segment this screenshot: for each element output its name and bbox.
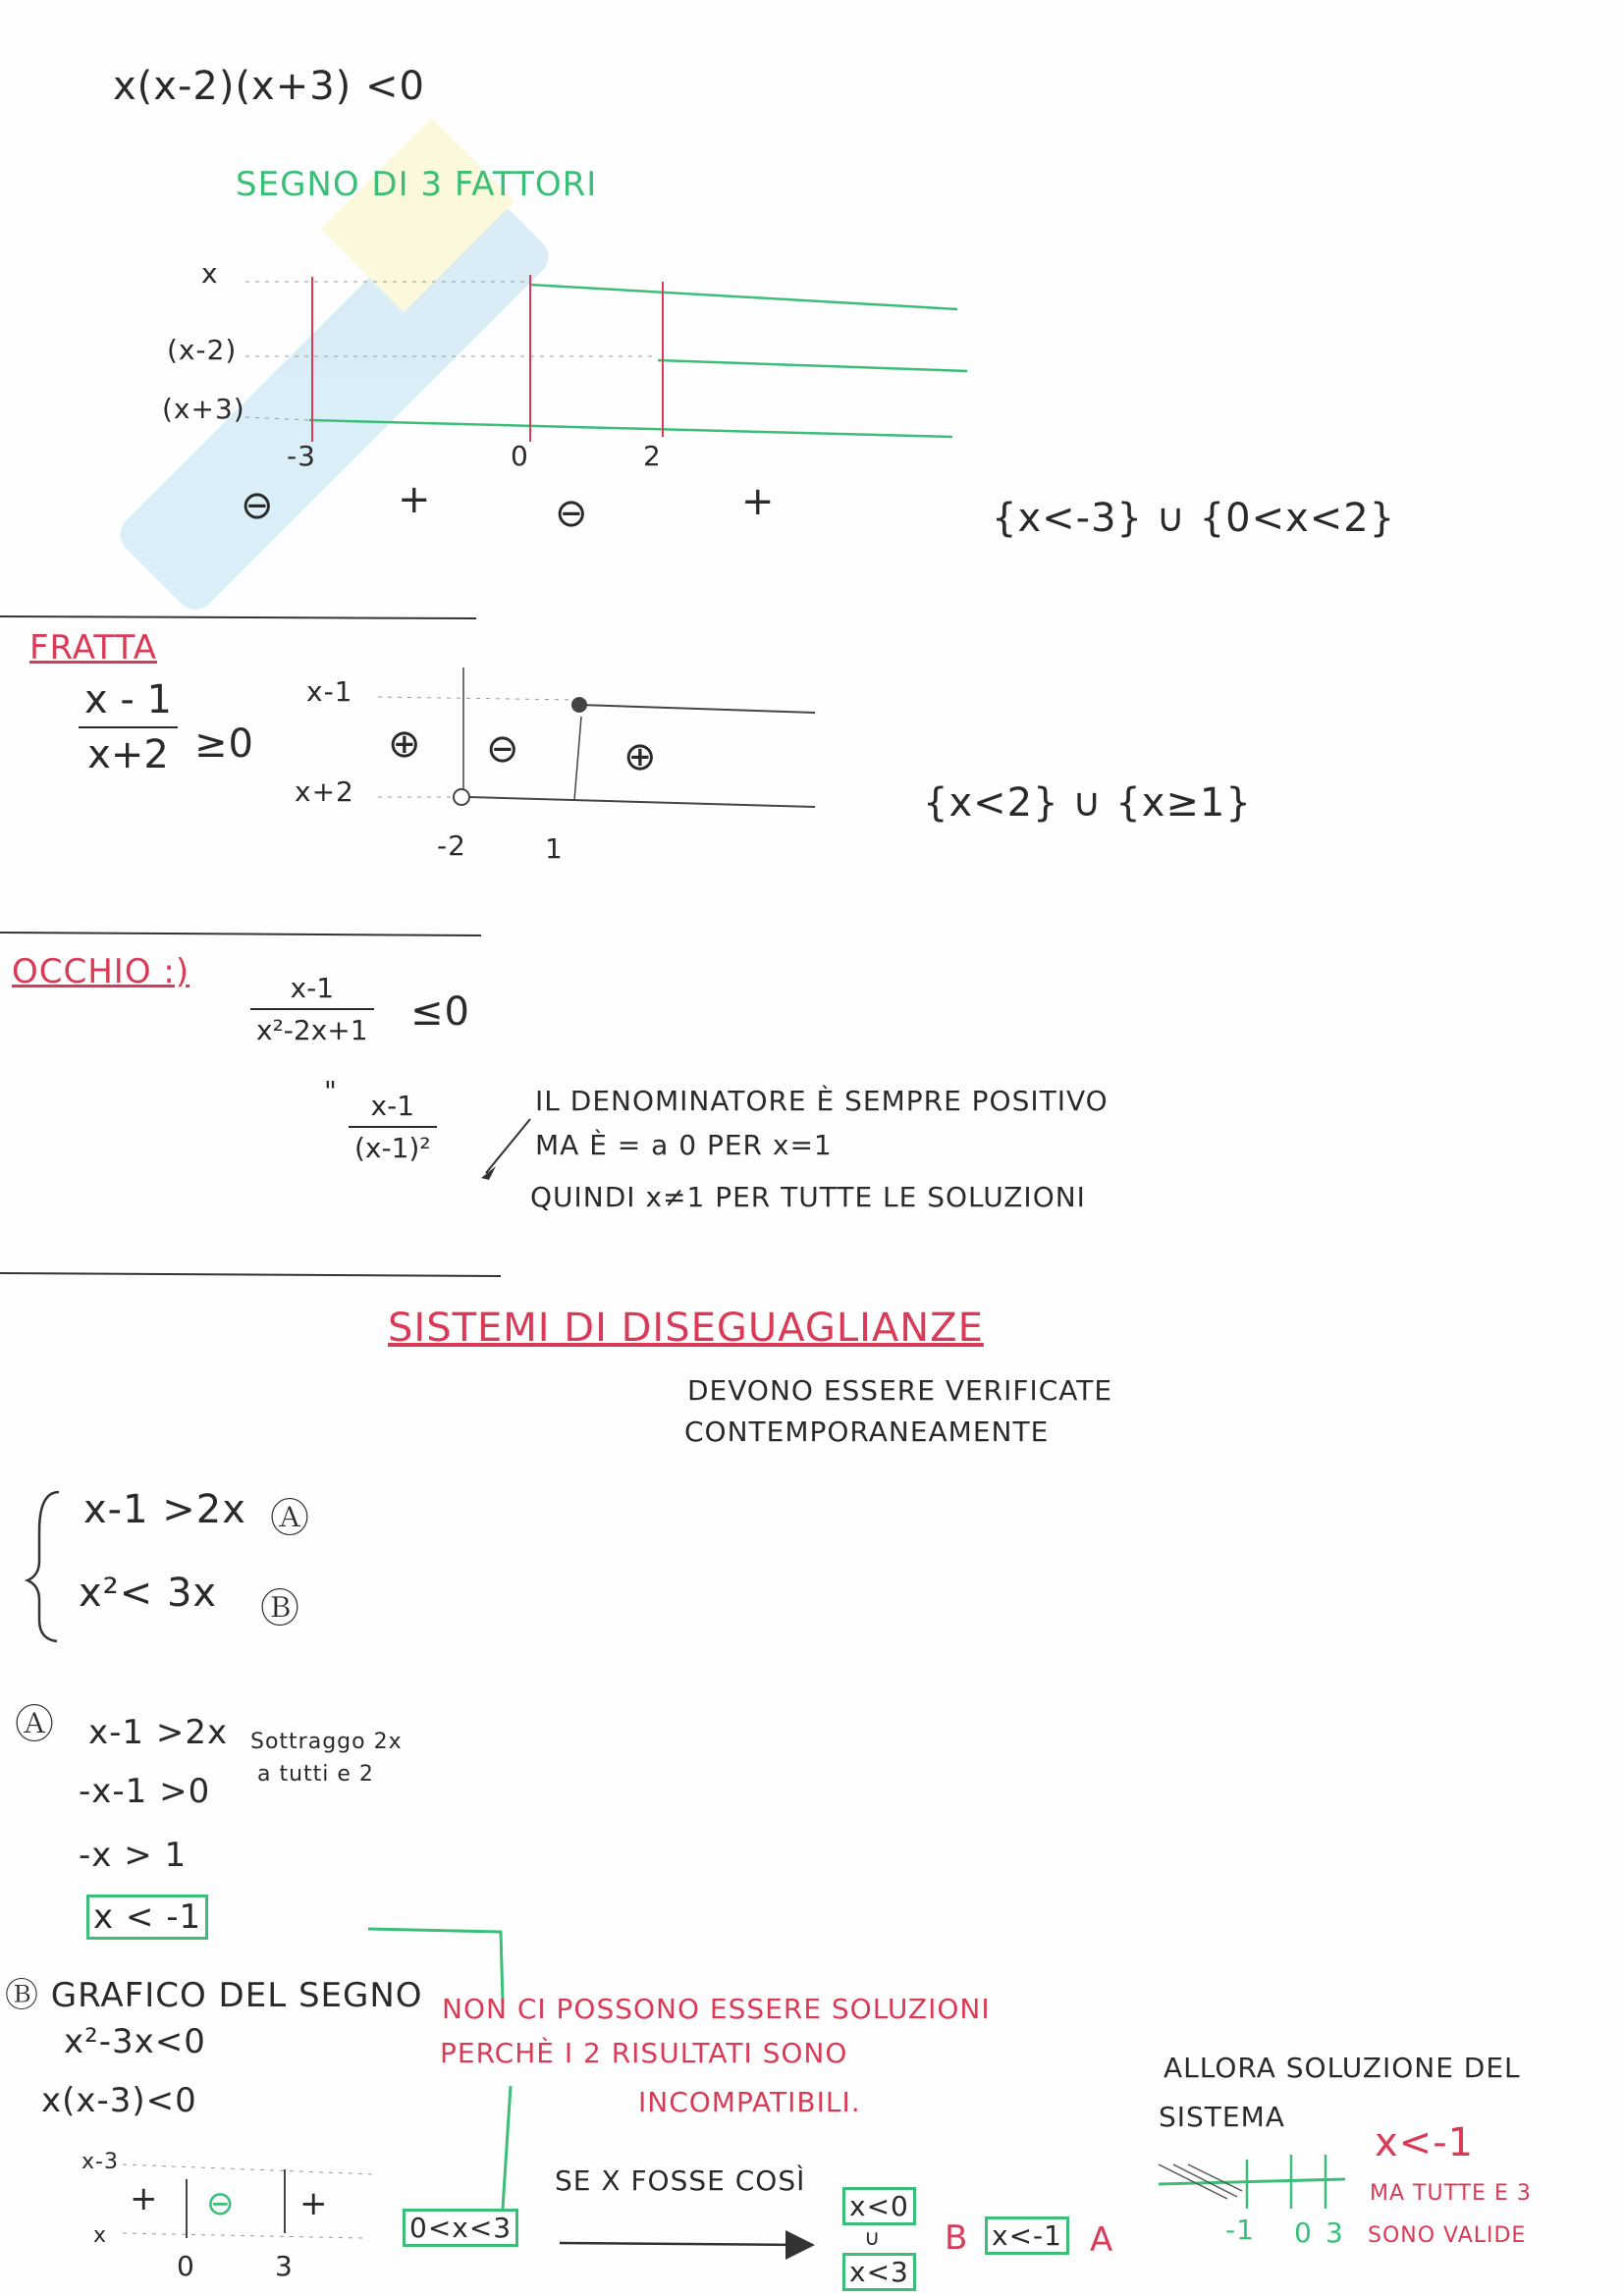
s5-note-2: a tutti e 2	[257, 1762, 374, 1787]
s2-fraction	[79, 677, 178, 777]
s3-note-2: MA È = a 0 PER x=1	[535, 1129, 833, 1161]
s6-row-label-x: x	[93, 2223, 108, 2248]
s2-numerator: x - 1	[84, 677, 172, 722]
s3-denominator: x²-2x+1	[256, 1014, 368, 1046]
s6-title: Ⓑ GRAFICO DEL SEGNO	[5, 1976, 423, 2015]
s2-row-label-den: x+2	[295, 775, 354, 808]
s1-sign-4: +	[741, 479, 776, 524]
s6-note-3: INCOMPATIBILI.	[638, 2086, 861, 2118]
s1-tick-0: 0	[511, 440, 529, 472]
s1-solution: {x<-3} ∪ {0<x<2}	[992, 496, 1396, 541]
s5-line-3: -x > 1	[79, 1836, 188, 1875]
s2-relation: ≥0	[194, 721, 254, 767]
s1-row-label-x-plus-3: (x+3)	[162, 393, 245, 425]
s7-title-1: ALLORA SOLUZIONE DEL	[1164, 2052, 1521, 2084]
s5-line-1: x-1 >2x	[88, 1713, 229, 1752]
s4-tag-a: Ⓐ	[270, 1496, 310, 1541]
section4-title: SISTEMI DI DISEGUAGLIANZE	[388, 1306, 984, 1351]
s6-tick-0: 0	[177, 2250, 195, 2282]
s6-sign-2: ⊖	[206, 2184, 236, 2223]
s6-result-box: 0<x<3	[403, 2209, 518, 2247]
s7-answer: x<-1	[1375, 2120, 1475, 2165]
s6-union-symbol: ∪	[864, 2226, 882, 2251]
s2-row-label-num: x-1	[306, 675, 353, 708]
s4-subtitle-2: CONTEMPORANEAMENTE	[684, 1415, 1050, 1448]
s3-numerator-2: x-1	[370, 1090, 415, 1122]
s7-tick-3: 3	[1326, 2216, 1344, 2249]
s6-se-text: SE X FOSSE COSÌ	[555, 2164, 806, 2197]
s6-line-1: x²-3x<0	[64, 2022, 206, 2061]
s2-denominator: x+2	[87, 732, 169, 777]
s2-tick-1: 1	[545, 832, 564, 865]
section3-title: OCCHIO :)	[12, 952, 190, 991]
s4-subtitle-1: DEVONO ESSERE VERIFICATE	[687, 1374, 1113, 1407]
s1-row-label-x: x	[201, 257, 219, 290]
s1-sign-2: +	[398, 477, 432, 522]
s7-number-line	[1159, 2155, 1345, 2209]
s3-note-1: IL DENOMINATORE È SEMPRE POSITIVO	[535, 1085, 1109, 1117]
s2-sign-chart	[378, 667, 815, 807]
s1-sign-1: ⊖	[241, 483, 275, 528]
s1-tick-2: 2	[643, 440, 662, 472]
s2-sign-2: ⊖	[486, 726, 520, 772]
s5-result-box: x < -1	[86, 1895, 208, 1940]
s1-sign-chart	[245, 275, 967, 442]
s3-pointer-arrow	[481, 1119, 530, 1180]
connector-b-to-note	[503, 2086, 511, 2209]
s7-note-1: MA TUTTE E 3	[1370, 2181, 1532, 2206]
s6-note-1: NON CI POSSONO ESSERE SOLUZIONI	[442, 1993, 991, 2025]
s4-equation-b: x²< 3x	[79, 1571, 218, 1616]
s6-note-2: PERCHÈ I 2 RISULTATI SONO	[440, 2037, 848, 2069]
system-brace	[27, 1492, 59, 1641]
s7-note-2: SONO VALIDE	[1368, 2223, 1527, 2248]
s3-fraction	[250, 972, 374, 1046]
section2-title: FRATTA	[29, 628, 157, 667]
s3-fraction-factored	[349, 1090, 437, 1164]
s5-tag: Ⓐ	[15, 1702, 55, 1747]
s6-label-b: B	[945, 2218, 969, 2258]
implication-arrow	[560, 2230, 815, 2260]
s6-line-2: x(x-3)<0	[41, 2081, 197, 2120]
s6-label-a: A	[1090, 2220, 1114, 2260]
s6-tick-3: 3	[275, 2250, 294, 2282]
s7-title-2: SISTEMA	[1159, 2101, 1285, 2133]
s3-note-3: QUINDI x≠1 PER TUTTE LE SOLUZIONI	[530, 1181, 1086, 1213]
s1-tick-minus-3: -3	[287, 440, 316, 472]
s6-box-x-lt-3: x<3	[842, 2253, 916, 2291]
s6-box-x-lt-minus-1: x<-1	[985, 2216, 1069, 2255]
s2-sign-3: ⊕	[623, 734, 658, 779]
s5-note-1: Sottraggo 2x	[250, 1730, 403, 1754]
s1-sign-3: ⊖	[555, 491, 589, 536]
s6-sign-3: +	[299, 2184, 329, 2223]
s3-denominator-2: (x-1)²	[354, 1132, 431, 1164]
s6-sign-chart	[123, 2164, 373, 2238]
s2-sign-1: ⊕	[388, 721, 422, 767]
s7-tick-0: 0	[1294, 2216, 1313, 2249]
s6-sign-1: +	[130, 2179, 159, 2218]
s6-box-x-lt-0: x<0	[842, 2187, 916, 2225]
section1-expression: x(x-2)(x+3) <0	[113, 64, 425, 109]
s3-numerator: x-1	[290, 972, 335, 1004]
s2-tick-minus-2: -2	[437, 829, 466, 862]
s3-relation: ≤0	[410, 989, 470, 1035]
s4-equation-a: x-1 >2x	[83, 1487, 246, 1532]
s6-row-label-x-minus-3: x-3	[81, 2150, 119, 2174]
s2-solution: {x<2} ∪ {x≥1}	[923, 780, 1252, 826]
s3-equals-mark: "	[324, 1075, 338, 1107]
s5-line-2: -x-1 >0	[79, 1772, 211, 1811]
section1-title: SEGNO DI 3 FATTORI	[236, 165, 598, 204]
s7-tick-minus-1: -1	[1225, 2214, 1255, 2246]
s1-row-label-x-minus-2: (x-2)	[167, 334, 238, 366]
s4-tag-b: Ⓑ	[260, 1586, 300, 1631]
